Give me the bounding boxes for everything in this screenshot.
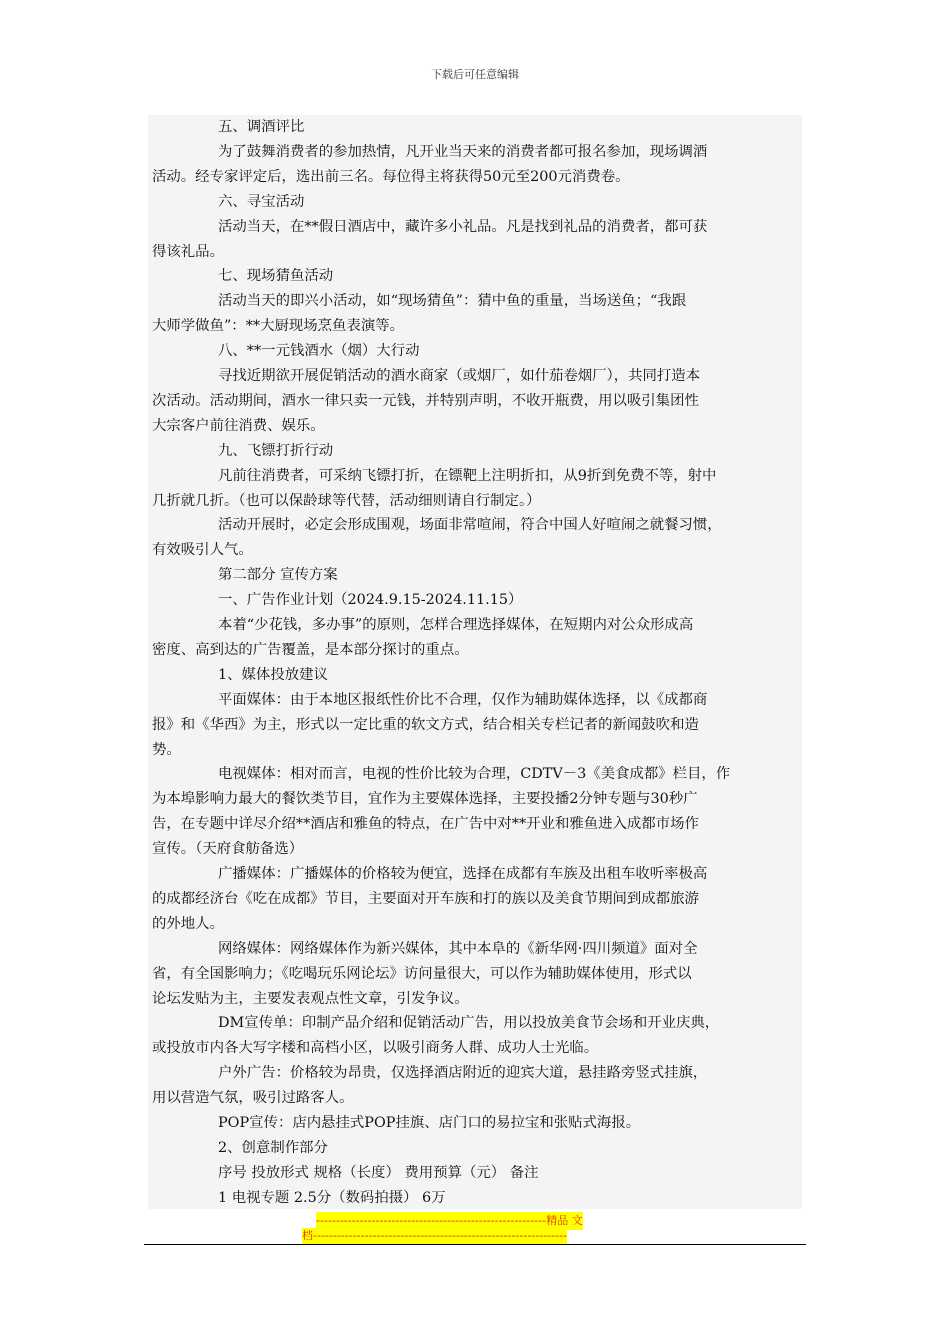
- paragraph-line: 次活动。活动期间，酒水一律只卖一元钱，并特别声明，不收开瓶费，用以吸引集团性: [152, 392, 699, 409]
- paragraph-line: 有效吸引人气。: [152, 542, 253, 559]
- paragraph-line: 用以营造气氛，吸引过路客人。: [152, 1090, 354, 1107]
- paragraph-line: 活动开展时，必定会形成围观，场面非常喧闹，符合中国人好喧闹之就餐习惯，: [218, 517, 722, 534]
- paragraph-line: 活动当天，在**假日酒店中，藏许多小礼品。凡是找到礼品的消费者，都可获: [218, 218, 708, 235]
- paragraph-line: 密度、高到达的广告覆盖，是本部分探讨的重点。: [152, 641, 469, 658]
- paragraph-line: 九、飞镖打折行动: [218, 442, 334, 459]
- paragraph-line: 为本埠影响力最大的餐饮类节目，宜作为主要媒体选择，主要投播2分钟专题与30秒广: [152, 791, 698, 808]
- paragraph-line: 网络媒体：网络媒体作为新兴媒体，其中本阜的《新华网·四川频道》面对全: [218, 940, 698, 957]
- paragraph-line: 论坛发贴为主，主要发表观点性文章，引发争议。: [152, 990, 469, 1007]
- paragraph-line: 活动。经专家评定后，选出前三名。每位得主将获得50元至200元消费卷。: [152, 168, 630, 185]
- paragraph-line: 2、创意制作部分: [218, 1139, 328, 1156]
- paragraph-line: 得该礼品。: [152, 243, 224, 260]
- paragraph-line: POP宣传：店内悬挂式POP挂旗、店门口的易拉宝和张贴式海报。: [218, 1115, 641, 1131]
- document-body: [148, 115, 802, 1209]
- footer-divider: [144, 1244, 806, 1245]
- paragraph-line: 告，在专题中详尽介绍**酒店和雅鱼的特点，在广告中对**开业和雅鱼进入成都市场作: [152, 816, 699, 833]
- paragraph-line: 大师学做鱼”：**大厨现场烹鱼表演等。: [152, 318, 404, 335]
- paragraph-line: 广播媒体：广播媒体的价格较为便宜，选择在成都有车族及出租车收听率极高: [218, 866, 708, 882]
- paragraph-line: 凡前往消费者，可采纳飞镖打折，在镖靶上注明折扣，从9折到免费不等，射中: [218, 467, 717, 484]
- paragraph-line: 省，有全国影响力；《吃喝玩乐网论坛》访问量很大，可以作为辅助媒体使用，形式以: [152, 965, 692, 982]
- paragraph-line: 为了鼓舞消费者的参加热情，凡开业当天来的消费者都可报名参加，现场调酒: [218, 143, 708, 160]
- paragraph-line: 或投放市内各大写字楼和高档小区，以吸引商务人群、成功人士光临。: [152, 1040, 599, 1057]
- paragraph-line: 寻找近期欲开展促销活动的酒水商家（或烟厂，如什茄卷烟厂），共同打造本: [218, 368, 701, 384]
- paragraph-line: 报》和《华西》为主，形式以一定比重的软文方式，结合相关专栏记者的新闻鼓吹和造: [152, 716, 699, 733]
- paragraph-line: 的外地人。: [152, 915, 224, 932]
- footer-banner-line-1: ----------------------------------------------------------精品 文: [316, 1212, 583, 1230]
- paragraph-line: 七、现场猜鱼活动: [218, 268, 334, 285]
- paragraph-line: 户外广告：价格较为昂贵，仅选择酒店附近的迎宾大道，悬挂路旁竖式挂旗，: [218, 1065, 708, 1082]
- paragraph-line: 宣传。（天府食舫备选）: [152, 841, 304, 858]
- page-header: 下载后可任意编辑: [431, 68, 519, 81]
- paragraph-line: 电视媒体：相对而言，电视的性价比较为合理，CDTV－3《美食成都》栏目，作: [218, 766, 731, 783]
- paragraph-line: 1、媒体投放建议: [218, 666, 328, 683]
- paragraph-line: 八、**一元钱酒水（烟）大行动: [218, 343, 420, 360]
- paragraph-line: 平面媒体：由于本地区报纸性价比不合理，仅作为辅助媒体选择，以《成都商: [218, 691, 708, 708]
- paragraph-line: 一、广告作业计划（2024.9.15-2024.11.15）: [218, 592, 523, 609]
- paragraph-line: 几折就几折。（也可以保龄球等代替，活动细则请自行制定。）: [152, 492, 541, 509]
- paragraph-line: 第二部分 宣传方案: [218, 567, 338, 584]
- paragraph-line: 势。: [152, 741, 181, 758]
- footer-banner-line-2: 档----------------------------------------------------------------: [302, 1229, 568, 1242]
- paragraph-line: 本着“少花钱，多办事”的原则，怎样合理选择媒体，在短期内对公众形成高: [218, 617, 694, 633]
- paragraph-line: 的成都经济台《吃在成都》节目，主要面对开车族和打的族以及美食节期间到成都旅游: [152, 890, 699, 907]
- paragraph-line: 序号 投放形式 规格（长度） 费用预算（元） 备注: [218, 1164, 539, 1181]
- paragraph-line: 活动当天的即兴小活动，如“现场猜鱼”：猜中鱼的重量，当场送鱼；“我跟: [218, 293, 687, 310]
- paragraph-line: 1 电视专题 2.5分（数码拍摄） 6万: [218, 1189, 446, 1206]
- paragraph-line: DM宣传单：印制产品介绍和促销活动广告，用以投放美食节会场和开业庆典，: [218, 1015, 720, 1032]
- paragraph-line: 五、调酒评比: [218, 119, 305, 135]
- paragraph-line: 六、寻宝活动: [218, 193, 305, 210]
- paragraph-line: 大宗客户前往消费、娱乐。: [152, 417, 325, 434]
